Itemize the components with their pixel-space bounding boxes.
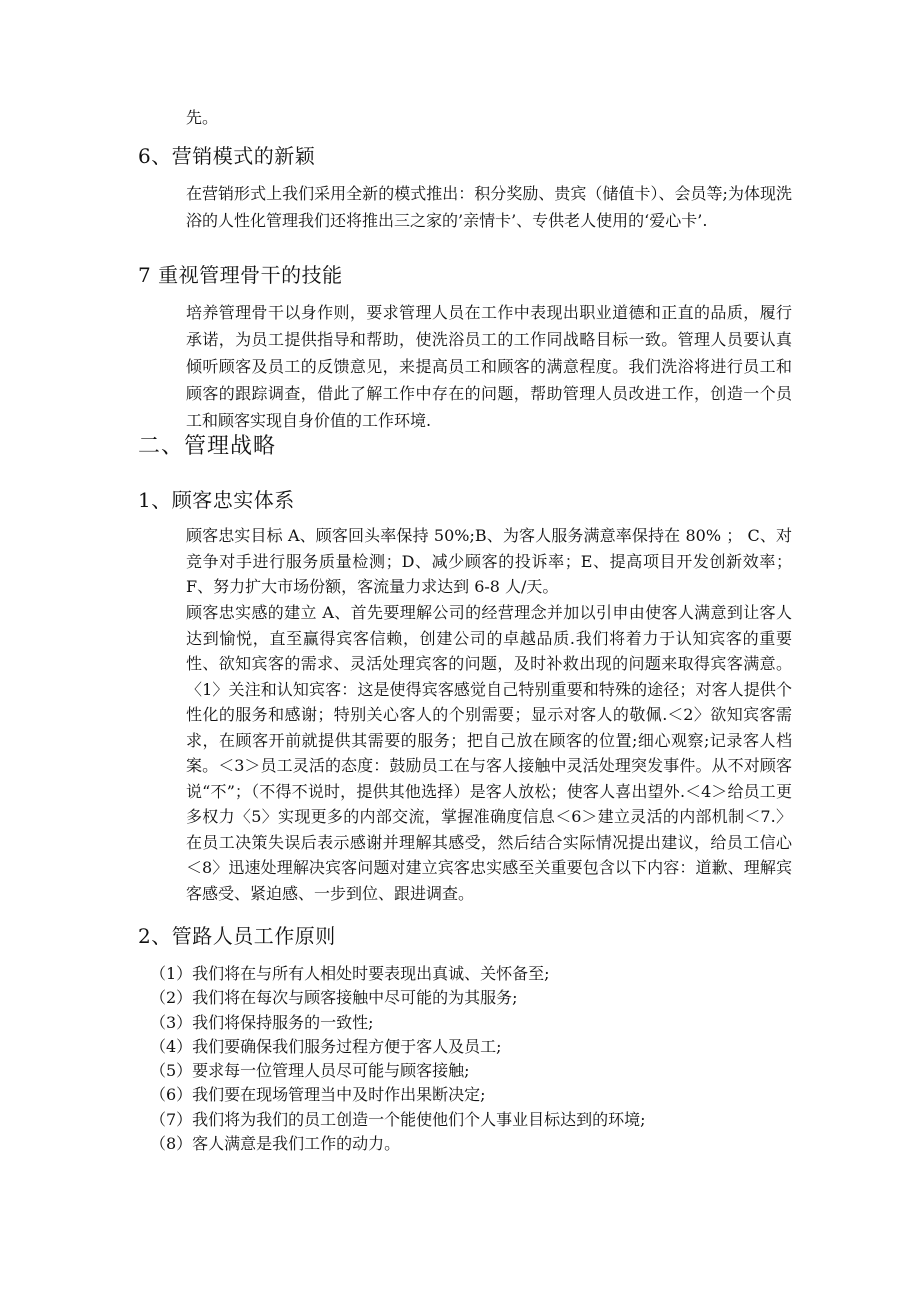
loyalty-build-paragraph: 顾客忠实感的建立 A、首先要理解公司的经营理念并加以引申由使客人满意到让客人达到愉悦，直至赢得宾客信赖，创建公司的卓越品质.我们将着力于认知宾客的重要性、欲知宾客的需求、灵活处理宾客的问题，及时补救出现的问题来取得宾客满意。〈1〉关注和认知宾客：这是使得宾客感觉自己特别重要和特殊的途径；对客人提供个性化的服务和感谢；特别关心客人的个别需要；显示对客人的敬佩.＜2〉欲知宾客需求，在顾客开前就提供其需要的服务；把自己放在顾客的位置;细心观察;记录客人档案。＜3＞员工灵活的态度：鼓励员工在与客人接触中灵活处理突发事件。从不对顾客说“不”；（不得不说时，提供其他选择）是客人放松；使客人喜出望外.＜4＞给员工更多权力〈5〉实现更多的内部交流，掌握准确度信息＜6＞建立灵活的内部机制＜7.〉在员工决策失误后表示感谢并理解其感受，然后结合实际情况提出建议，给员工信心＜8〉迅速处理解决宾客问题对建立宾客忠实感至关重要包含以下内容：道歉、理解宾客感受、紧迫感、一步到位、跟进调查。 (186, 603, 792, 903)
strategy-heading: 二、管理战略 (138, 434, 277, 459)
principle-item: （6）我们要在现场管理当中及时作出果断决定; (150, 1085, 486, 1105)
principle-item: （4）我们要确保我们服务过程方便于客人及员工; (150, 1036, 502, 1056)
skills-paragraph: 培养管理骨干以身作则，要求管理人员在工作中表现出职业道德和正直的品质，履行承诺，为员工提供指导和帮助，使洗浴员工的工作同战略目标一致。管理人员要认真倾听顾客及员工的反馈意见，来提高员工和顾客的满意程度。我们洗浴将进行员工和顾客的跟踪调查，借此了解工作中存在的问题，帮助管理人员改进工作，创造一个员工和顾客实现自身价值的工作环境. (186, 303, 792, 430)
principle-item: （3）我们将保持服务的一致性; (150, 1012, 374, 1032)
principle-item: （1）我们将在与所有人相处时要表现出真诚、关怀备至; (150, 964, 550, 983)
principle-item: （5）要求每一位管理人员尽可能与顾客接触; (150, 1061, 470, 1081)
loyalty-goals-paragraph: 顾客忠实目标 A、顾客回头率保持 50%;B、为客人服务满意率保持在 80% ； C、对竞争对手进行服务质量检测；D、减少顾客的投诉率；E、提高项目开发创新效率；F、努力扩大市场份额，客流量力求达到 6-8 人/天。 (186, 526, 792, 596)
skills-heading: 7 重视管理骨干的技能 (138, 263, 343, 287)
principles-heading: 2、管路人员工作原则 (138, 924, 336, 948)
marketing-paragraph: 在营销形式上我们采用全新的模式推出：积分奖励、贵宾（储值卡）、会员等;为体现洗浴的人性化管理我们还将推出三之家的’亲情卡’、专供老人使用的‘爱心卡’. (186, 184, 792, 230)
marketing-heading: 6、营销模式的新颖 (138, 144, 316, 168)
principle-item: （7）我们将为我们的员工创造一个能使他们个人事业目标达到的环境; (150, 1109, 646, 1129)
principles-list (150, 962, 646, 1156)
loyalty-heading: 1、顾客忠实体系 (138, 488, 295, 512)
principle-item: （8）客人满意是我们工作的动力。 (150, 1134, 401, 1154)
intro-tail-text: 先。 (186, 108, 219, 127)
principle-item: （2）我们将在每次与顾客接触中尽可能的为其服务; (150, 988, 518, 1008)
